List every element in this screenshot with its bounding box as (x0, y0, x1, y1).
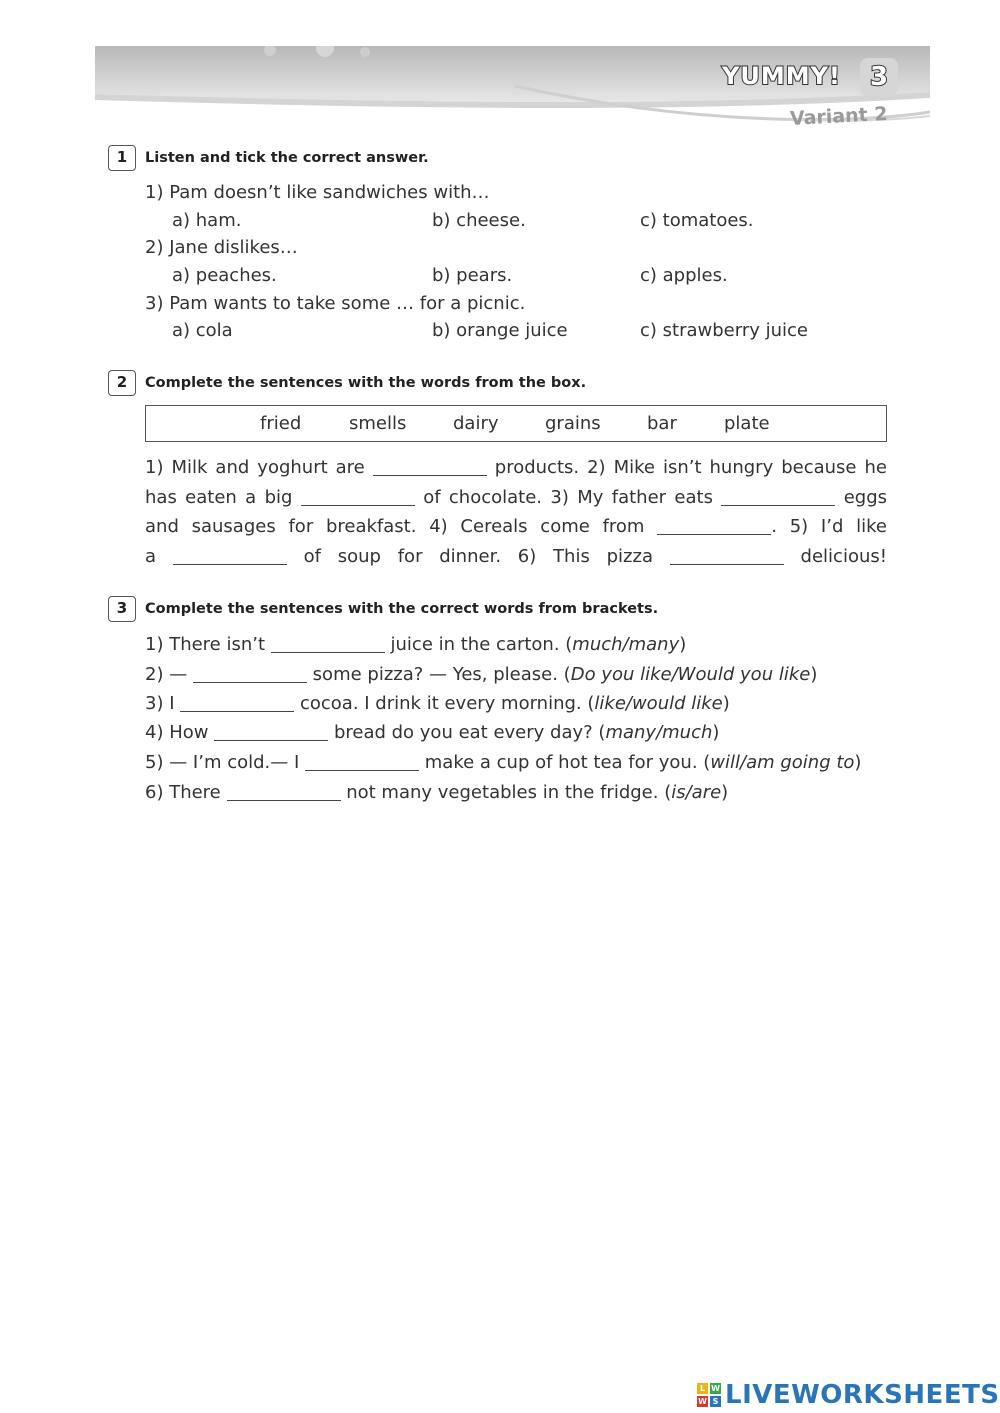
sentence-options: Do you like/Would you like (570, 664, 811, 685)
sentence-text: make a cup of hot tea for you. ( (424, 752, 711, 773)
logo-mark-icon (697, 1383, 721, 1407)
task-2-text: 1) Milk and yoghurt are (145, 457, 365, 478)
sentence-text: ) (721, 782, 729, 803)
answer-blank[interactable] (180, 694, 294, 712)
task-1-title: Listen and tick the correct answer. (145, 150, 429, 166)
word-box-item: fried (260, 413, 302, 434)
task-1-q2-option-c[interactable]: c) apples. (640, 265, 728, 286)
sentence-text: 5) — I’m cold.— I (145, 752, 300, 773)
answer-blank[interactable] (373, 458, 487, 476)
sentence-text: some pizza? — Yes, please. ( (312, 664, 571, 685)
task-1-q1-option-b[interactable]: b) cheese. (432, 210, 526, 231)
word-box-item: grains (545, 413, 601, 434)
task-1-question-2: 2) Jane dislikes… (145, 237, 298, 258)
task-1-q1-option-c[interactable]: c) tomatoes. (640, 210, 754, 231)
task-1-q2-option-b[interactable]: b) pears. (432, 265, 513, 286)
variant-label: Variant 2 (789, 102, 889, 130)
word-box-item: bar (647, 413, 677, 434)
sentence-text: ) (712, 722, 720, 743)
word-box-item: dairy (453, 413, 499, 434)
task-3-sentence-3 (145, 693, 730, 714)
task-2-text: has eaten a big (145, 487, 293, 508)
task-1-q3-option-c[interactable]: c) strawberry juice (640, 320, 808, 341)
task-1-q1-option-a[interactable]: a) ham. (172, 210, 242, 231)
page-title: YUMMY! (722, 62, 841, 90)
sentence-text: cocoa. I drink it every morning. ( (299, 693, 595, 714)
task-1-question-3: 3) Pam wants to take some … for a picnic. (145, 293, 526, 314)
task-2-line-3 (145, 512, 887, 542)
logo-letter: S (710, 1396, 721, 1407)
task-2-text: eggs (843, 487, 888, 508)
task-1-question-1: 1) Pam doesn’t like sandwiches with… (145, 182, 490, 203)
answer-blank[interactable] (173, 547, 287, 565)
task-3-sentence-6 (145, 782, 728, 803)
answer-blank[interactable] (271, 635, 385, 653)
task-2-text: . 5) I’d like (771, 516, 887, 537)
task-1-q3-option-a[interactable]: a) cola (172, 320, 233, 341)
sentence-text: 1) There isn’t (145, 634, 266, 655)
task-2-header (108, 370, 586, 396)
task-3-number: 3 (108, 596, 136, 622)
task-3-sentence-4 (145, 722, 719, 743)
task-2-number: 2 (108, 370, 136, 396)
task-2-text: a (145, 546, 157, 567)
sentence-options: much/many (572, 634, 680, 655)
task-2-title: Complete the sentences with the words from the box. (145, 375, 587, 391)
sentence-text: 2) — (145, 664, 188, 685)
task-1-q2-option-a[interactable]: a) peaches. (172, 265, 277, 286)
task-1-q3-option-b[interactable]: b) orange juice (432, 320, 568, 341)
answer-blank[interactable] (301, 488, 415, 506)
sentence-text: not many vegetables in the fridge. ( (346, 782, 672, 803)
task-1-header (108, 145, 429, 171)
task-2-text: delicious! (800, 546, 887, 567)
sentence-options: is/are (671, 782, 722, 803)
task-3-header (108, 596, 658, 622)
sentence-options: like/would like (594, 693, 723, 714)
sentence-text: 6) There (145, 782, 221, 803)
word-box-item: plate (724, 413, 770, 434)
answer-blank[interactable] (305, 753, 419, 771)
answer-blank[interactable] (657, 517, 771, 535)
task-3-sentence-2 (145, 664, 817, 685)
unit-number: 3 (869, 62, 889, 92)
sentence-text: 3) I (145, 693, 175, 714)
task-2-text: of soup for dinner. 6) This pizza (303, 546, 653, 567)
unit-number-badge (860, 58, 898, 96)
answer-blank[interactable] (214, 723, 328, 741)
sentence-text: ) (854, 752, 862, 773)
sentence-text: juice in the carton. ( (390, 634, 573, 655)
answer-blank[interactable] (227, 783, 341, 801)
sentence-text: ) (679, 634, 687, 655)
sentence-options: will/am going to (710, 752, 855, 773)
task-3-title: Complete the sentences with the correct words from brackets. (145, 601, 659, 617)
task-1-number: 1 (108, 145, 136, 171)
logo-text: LIVEWORKSHEETS (725, 1380, 1000, 1410)
task-2-line-1 (145, 453, 887, 483)
task-2-line-2 (145, 483, 887, 513)
liveworksheets-logo[interactable] (697, 1380, 1000, 1410)
sentence-text: 4) How (145, 722, 209, 743)
logo-letter: L (697, 1383, 708, 1394)
sentence-options: many/much (605, 722, 713, 743)
sentence-text: ) (810, 664, 818, 685)
logo-letter: W (711, 1384, 720, 1393)
answer-blank[interactable] (193, 665, 307, 683)
logo-letter: W (698, 1397, 707, 1406)
sentence-text: bread do you eat every day? ( (333, 722, 606, 743)
task-2-text: of chocolate. 3) My father eats (423, 487, 713, 508)
answer-blank[interactable] (670, 547, 784, 565)
task-2-text: and sausages for breakfast. 4) Cereals come from (145, 516, 645, 537)
word-box (145, 405, 887, 442)
task-3-sentence-5 (145, 752, 861, 773)
sentence-text: ) (722, 693, 730, 714)
task-2-line-4 (145, 542, 887, 572)
task-2-text: products. 2) Mike isn’t hungry because he (494, 457, 887, 478)
answer-blank[interactable] (721, 488, 835, 506)
task-3-sentence-1 (145, 634, 686, 655)
word-box-item: smells (349, 413, 407, 434)
